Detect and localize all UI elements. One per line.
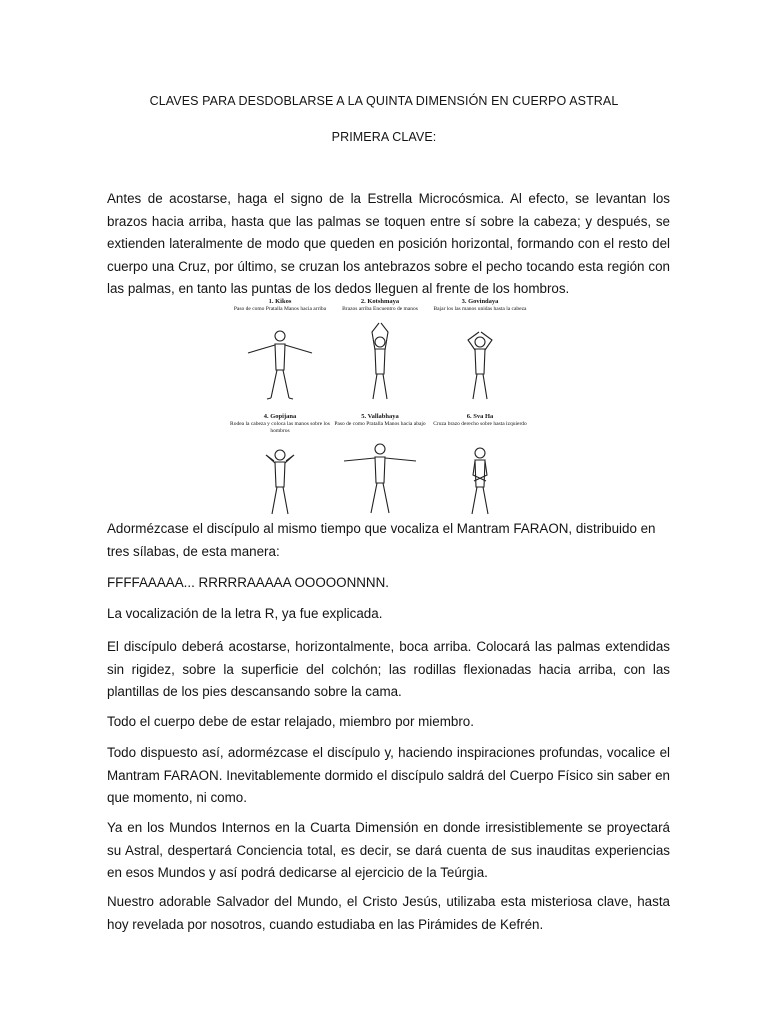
exercise-figure-grid [230, 298, 530, 508]
paragraph-6: Todo el cuerpo debe de estar relajado, miembro por miembro. [107, 714, 474, 729]
exercise-description: Brazos arriba Encuentro de manos [342, 306, 418, 312]
figure-hands-on-shoulders-icon [240, 435, 320, 515]
exercise-figure-2 [330, 298, 430, 403]
exercise-description: Paso de como Pratalla Manos hacia arriba [233, 306, 327, 312]
exercise-description: Bajar los las manos unidas hasta la cabeza [433, 306, 527, 312]
paragraph-7: Todo dispuesto así, adormézcase el discípulo y, haciendo inspiraciones profundas, vocalice el Mantram FARAON. Inevitablemente dormido el discípulo saldrá del Cuerpo Físico sin saber en que momento, ni como. [107, 745, 670, 805]
document-title: CLAVES PARA DESDOBLARSE A LA QUINTA DIMENSIÓN EN CUERPO ASTRAL [149, 94, 619, 108]
exercise-title: 2. Kotshmaya [360, 298, 400, 305]
exercise-figure-1 [230, 298, 330, 403]
paragraph-1: Antes de acostarse, haga el signo de la Estrella Microcósmica. Al efecto, se levantan los brazos hacia arriba, hasta que las palmas se toquen entre sí sobre la cabeza; y después, se extienden lateralmente de modo que queden en posición horizontal, formando con el resto del cuerpo una Cruz, por último, se cruzan los antebrazos sobre el pecho tocando esta región con las palmas, en tanto las puntas de los dedos lleguen al frente de los hombros. [107, 191, 670, 296]
exercise-description: Paso de como Pratalla Manos hacia abajo [334, 421, 426, 427]
document-subtitle: PRIMERA CLAVE: [331, 130, 437, 144]
figure-arms-crossed-icon [440, 435, 520, 515]
exercise-figure-3 [430, 298, 530, 403]
figure-arms-out-icon [340, 435, 420, 515]
figure-hands-on-head-icon [440, 320, 520, 400]
figure-arms-horizontal-icon [240, 320, 320, 400]
exercise-description: Rodea la cabeza y coloca las manos sobre los hombros [230, 421, 330, 434]
paragraph-3: FFFFAAAAA... RRRRRAAAAA OOOOONNNN. [107, 575, 389, 590]
exercise-description: Cruza brazo derecho sobre hasta izquierdo [433, 421, 527, 427]
exercise-figure-6 [430, 413, 530, 518]
figure-arms-up-icon [340, 320, 420, 400]
paragraph-5: El discípulo deberá acostarse, horizontalmente, boca arriba. Colocará las palmas extendidas sin rigidez, sobre la superficie del colchón; las rodillas flexionadas hacia arriba, con las plantillas de los pies descansando sobre la cama. [107, 639, 670, 699]
paragraph-4: La vocalización de la letra R, ya fue explicada. [107, 606, 383, 621]
exercise-title: 5. Vallabhaya [361, 413, 399, 420]
exercise-title: 6. Sva Ha [466, 413, 494, 420]
paragraph-9: Nuestro adorable Salvador del Mundo, el Cristo Jesús, utilizaba esta misteriosa clave, hasta hoy revelada por nosotros, cuando estudiaba en las Pirámides de Kefrén. [107, 894, 670, 932]
exercise-title: 1. Kikos [268, 298, 292, 305]
exercise-figure-4 [230, 413, 330, 518]
exercise-title: 3. Govindaya [461, 298, 499, 305]
paragraph-2: Adormézcase el discípulo al mismo tiempo que vocaliza el Mantram FARAON, distribuido en tres sílabas, de esta manera: [107, 521, 656, 559]
exercise-figure-5 [330, 413, 430, 518]
exercise-title: 4. Gopijana [263, 413, 297, 420]
paragraph-8: Ya en los Mundos Internos en la Cuarta Dimensión en donde irresistiblemente se proyectará su Astral, despertará Conciencia total, es decir, se dará cuenta de sus inauditas experiencias en esos Mundos y así podrá dedicarse al ejercicio de la Teúrgia. [107, 820, 670, 880]
